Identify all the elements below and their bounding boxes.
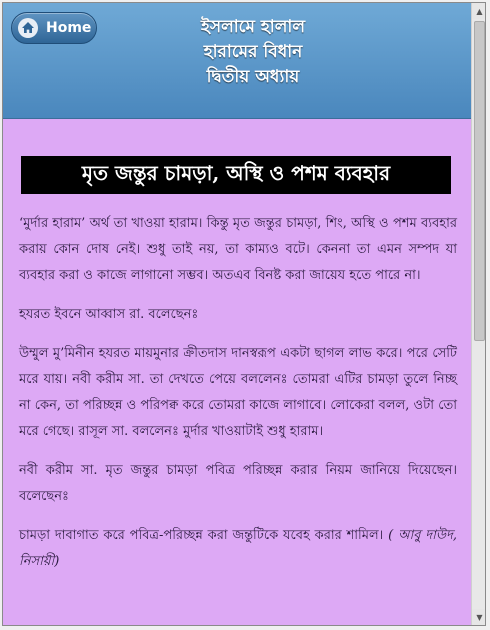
home-button-label: Home <box>46 20 92 36</box>
page-title-line-1: ইসলামে হালাল <box>201 17 305 37</box>
home-button[interactable] <box>11 12 97 44</box>
paragraph: উম্মুল মু’মিনীন হযরত মায়মুনার ক্রীতদাস দানস্বরূপ একটা ছাগল লাভ করে। পরে সেটি মরে যায়। নবী করীম সা. তা দেখতে পেয়ে বললেনঃ তোমরা এটির চামড়া তুলে নিচ্ছ না কেন, তা পরিচ্ছন্ন ও পরিপক্ব করে তোমরা কাজে লাগাবে। লোকেরা বলল, ওটা তো মরে গেছে। রাসূল সা. বললেনঃ মুর্দার খাওয়াটাই শুধু হারাম। <box>19 346 457 439</box>
paragraph: নবী করীম সা. মৃত জন্তুর চামড়া পবিত্র পরিচ্ছন্ন করার নিয়ম জানিয়ে দিয়েছেন। বলেছেনঃ <box>19 463 457 504</box>
article-title: মৃত জন্তুর চামড়া, অস্থি ও পশম ব্যবহার <box>21 156 451 194</box>
article-content <box>3 119 471 625</box>
vertical-scrollbar[interactable] <box>471 3 486 625</box>
paragraph: ‘মুর্দার হারাম’ অর্থ তা খাওয়া হারাম। কিন্তু মৃত জন্তুর চামড়া, শিং, অস্থি ও পশম ব্যবহার করায় কোন দোষ নেই। শুধু তাই নয়, তা কাম্যও বটে। কেননা তা এমন সম্পদ যা ব্যবহার করা ও কাজে লাগানো সম্ভব। অতএব বিনষ্ট করা জায়েয হতে পারে না। <box>19 216 457 283</box>
page-title <box>153 15 353 90</box>
scroll-up-arrow-icon[interactable]: ▲ <box>472 3 486 19</box>
hadith-source: ( আবু দাউদ, নিসায়ী) <box>19 528 457 569</box>
header-bar <box>3 3 471 119</box>
page-title-line-2: হারামের বিধান <box>203 42 303 62</box>
paragraph: হযরত ইবনে আব্বাস রা. বলেছেনঃ <box>19 307 199 322</box>
paragraph-text: চামড়া দাবাগাত করে পবিত্র-পরিচ্ছন্ন করা জন্তুটিকে যবেহ করার শামিল। <box>19 528 384 543</box>
scroll-down-arrow-icon[interactable]: ▼ <box>472 609 486 625</box>
home-icon <box>18 18 38 38</box>
page-title-line-3: দ্বিতীয় অধ্যায় <box>206 67 300 87</box>
scrollbar-thumb[interactable] <box>474 21 485 341</box>
article-body <box>19 211 457 588</box>
app-window <box>2 2 486 626</box>
paragraph-with-source <box>19 523 457 575</box>
